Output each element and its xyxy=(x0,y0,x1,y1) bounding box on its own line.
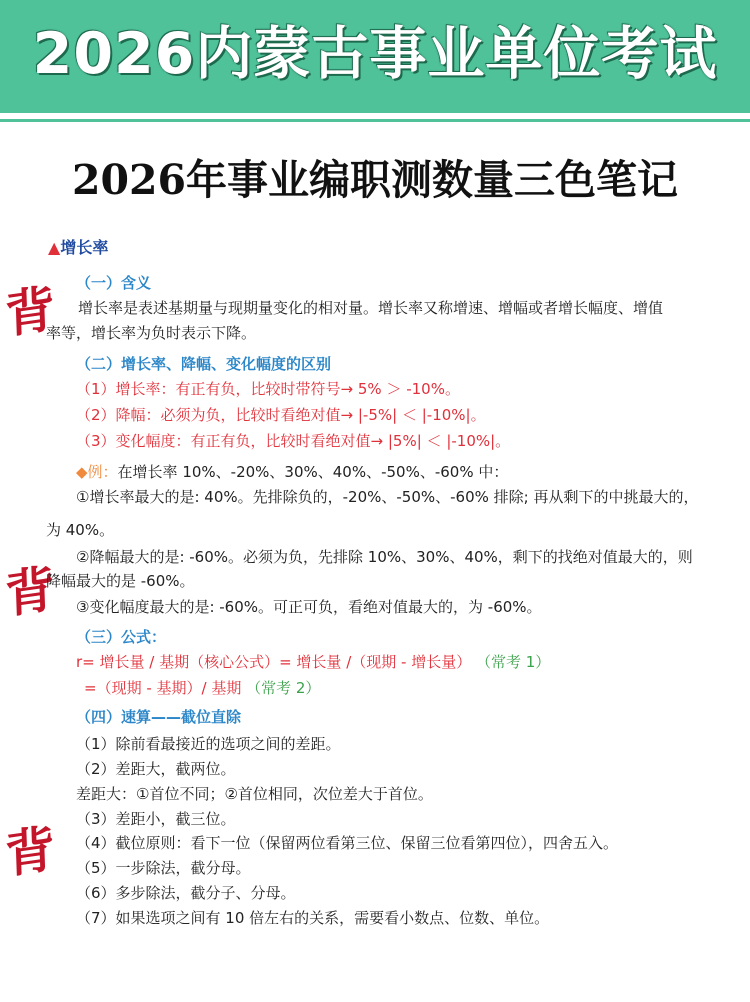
formula2-line xyxy=(84,677,320,699)
list-item: （7）如果选项之间有 10 倍左右的关系，需要看小数点、位数、单位。 xyxy=(76,909,550,927)
list-item: （6）多步除法，截分子、分母。 xyxy=(76,884,296,902)
header-banner xyxy=(0,0,750,113)
part4-heading: （四）速算——截位直除 xyxy=(76,708,242,726)
example3: ③变化幅度最大的是: -60%。可正可负，看绝对值最大的，为 -60%。 xyxy=(76,598,542,616)
part3-heading: （三）公式： xyxy=(76,628,167,646)
example1-line1: ①增长率最大的是: 40%。先排除负的，-20%、-50%、-60% 排除; 再从剩下的中挑最大的， xyxy=(76,488,699,506)
part2-heading: （二）增长率、降幅、变化幅度的区别 xyxy=(76,355,332,373)
rule-change-magnitude: （3）变化幅度：有正有负，比较时看绝对值→ |5%| ＜ |-10%|。 xyxy=(76,432,511,450)
example2-line1: ②降幅最大的是: -60%。必须为负，先排除 10%、30%、40%，剩下的找绝对值最大的，则 xyxy=(76,548,693,566)
formula2: =（现期 - 基期）/ 基期 xyxy=(84,679,242,697)
header-divider xyxy=(0,119,750,122)
rule-decline: （2）降幅：必须为负，比较时看绝对值→ |-5%| ＜ |-10%|。 xyxy=(76,406,486,424)
formula1: r= 增长量 / 基期（核心公式）= 增长量 /（现期 - 增长量） xyxy=(76,653,472,671)
list-item: （5）一步除法，截分母。 xyxy=(76,859,251,877)
formula1-line xyxy=(76,651,550,673)
list-item: （4）截位原则：看下一位（保留两位看第三位、保留三位看第四位），四舍五入。 xyxy=(76,834,619,852)
example-line xyxy=(76,461,508,483)
memorize-stamp-1: 背 xyxy=(4,278,56,345)
triangle-marker-icon: ▲ xyxy=(48,238,61,257)
memorize-stamp-2: 背 xyxy=(4,558,56,625)
part1-text-line2: 率等，增长率为负时表示下降。 xyxy=(46,324,257,342)
example-marker: ◆例： xyxy=(76,463,118,481)
section-title: 增长率 xyxy=(60,238,109,257)
banner-title: 2026内蒙古事业单位考试 xyxy=(32,21,718,87)
example1-line2: 为 40%。 xyxy=(46,521,115,539)
rule-growth-rate: （1）增长率：有正有负，比较时带符号→ 5% ＞ -10%。 xyxy=(76,380,460,398)
formula2-note: （常考 2） xyxy=(246,679,321,697)
part1-text-line1: 增长率是表述基期量与现期量变化的相对量。增长率又称增速、增幅或者增长幅度、增值 xyxy=(78,299,664,317)
example2-line2: 降幅最大的是 -60%。 xyxy=(46,572,195,590)
memorize-stamp-3: 背 xyxy=(4,818,56,885)
list-item: （1）除前看最接近的选项之间的差距。 xyxy=(76,735,341,753)
list-item: （3）差距小，截三位。 xyxy=(76,810,236,828)
list-item: （2）差距大，截两位。 xyxy=(76,760,236,778)
section-heading xyxy=(48,237,108,259)
list-item: 差距大：①首位不同；②首位相同，次位差大于首位。 xyxy=(76,785,433,803)
document-title: 2026年事业编职测数量三色笔记 xyxy=(71,156,679,204)
example-text: 在增长率 10%、-20%、30%、40%、-50%、-60% 中： xyxy=(117,463,509,481)
part1-heading: （一）含义 xyxy=(76,274,152,292)
formula1-note: （常考 1） xyxy=(475,653,551,671)
